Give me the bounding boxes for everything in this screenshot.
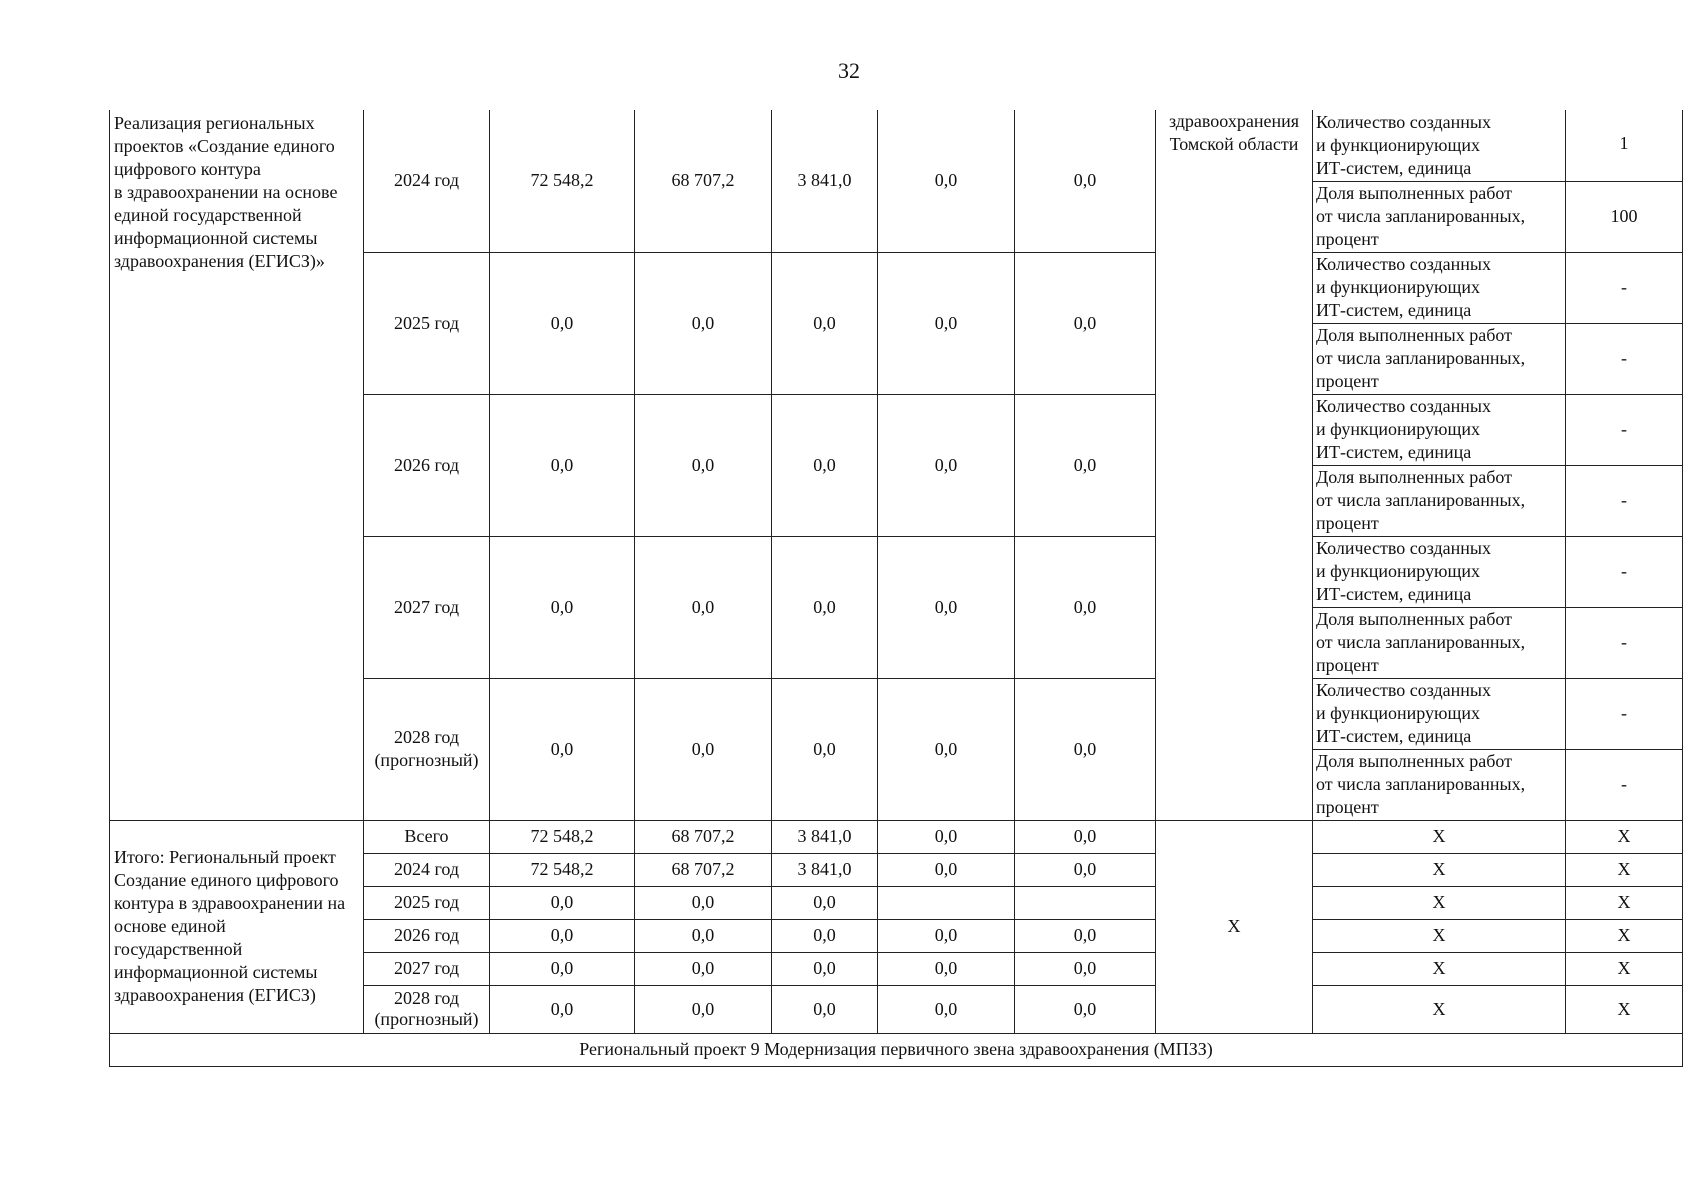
- amount-cell: 0,0: [878, 110, 1015, 252]
- amount-cell: 0,0: [635, 985, 772, 1033]
- amount-cell: 0,0: [1015, 394, 1156, 536]
- amount-cell: 0,0: [1015, 678, 1156, 820]
- year-label: 2024 год: [364, 853, 490, 886]
- amount-cell: 68 707,2: [635, 110, 772, 252]
- year-label: 2024 год: [364, 110, 490, 252]
- amount-cell: 0,0: [1015, 110, 1156, 252]
- responsible-org: X: [1156, 820, 1313, 1033]
- indicator-name: X: [1313, 886, 1566, 919]
- amount-cell: 0,0: [878, 536, 1015, 678]
- amount-cell: 3 841,0: [772, 853, 878, 886]
- amount-cell: 0,0: [878, 252, 1015, 394]
- amount-cell: 0,0: [878, 952, 1015, 985]
- amount-cell: 0,0: [772, 252, 878, 394]
- amount-cell: 0,0: [490, 919, 635, 952]
- amount-cell: [878, 886, 1015, 919]
- indicator-value: -: [1566, 536, 1683, 607]
- amount-cell: 0,0: [772, 394, 878, 536]
- amount-cell: [1015, 886, 1156, 919]
- indicator-name: Количество созданных и функционирующих ИТ-систем, единица: [1313, 110, 1566, 181]
- indicator-value: -: [1566, 465, 1683, 536]
- amount-cell: 3 841,0: [772, 110, 878, 252]
- year-label: 2028 год (прогнозный): [364, 985, 490, 1033]
- amount-cell: 0,0: [772, 536, 878, 678]
- indicator-value: X: [1566, 919, 1683, 952]
- page-number: 32: [838, 58, 860, 83]
- amount-cell: 0,0: [490, 678, 635, 820]
- year-label: 2027 год: [364, 952, 490, 985]
- amount-cell: 0,0: [635, 919, 772, 952]
- table-row: [110, 820, 1683, 853]
- indicator-value: -: [1566, 749, 1683, 820]
- indicator-name: Доля выполненных работ от числа запланированных, процент: [1313, 323, 1566, 394]
- amount-cell: 0,0: [878, 919, 1015, 952]
- amount-cell: 0,0: [635, 252, 772, 394]
- amount-cell: 0,0: [490, 394, 635, 536]
- project-name-cell: Реализация региональных проектов «Создание единого цифрового контура в здравоохранении на основе единой государственной информационной системы здравоохранения (ЕГИСЗ)»: [110, 110, 364, 820]
- indicator-name: X: [1313, 853, 1566, 886]
- year-label: Всего: [364, 820, 490, 853]
- amount-cell: 0,0: [1015, 853, 1156, 886]
- indicator-value: -: [1566, 394, 1683, 465]
- indicator-name: Количество созданных и функционирующих ИТ-систем, единица: [1313, 252, 1566, 323]
- amount-cell: 0,0: [878, 394, 1015, 536]
- indicator-name: Количество созданных и функционирующих ИТ-систем, единица: [1313, 394, 1566, 465]
- amount-cell: 0,0: [1015, 252, 1156, 394]
- amount-cell: 0,0: [1015, 919, 1156, 952]
- indicator-name: X: [1313, 952, 1566, 985]
- responsible-org: здравоохранения Томской области: [1156, 110, 1313, 820]
- totals-name-cell: Итого: Региональный проект Создание единого цифрового контура в здравоохранении на основе единой государственной информационной системы здравоохранения (ЕГИСЗ): [110, 820, 364, 1033]
- amount-cell: 0,0: [878, 678, 1015, 820]
- amount-cell: 0,0: [490, 952, 635, 985]
- indicator-name: X: [1313, 919, 1566, 952]
- amount-cell: 0,0: [772, 985, 878, 1033]
- amount-cell: 0,0: [635, 536, 772, 678]
- indicator-name: Доля выполненных работ от числа запланированных, процент: [1313, 749, 1566, 820]
- amount-cell: 0,0: [878, 985, 1015, 1033]
- indicator-name: Количество созданных и функционирующих ИТ-систем, единица: [1313, 678, 1566, 749]
- amount-cell: 0,0: [1015, 985, 1156, 1033]
- amount-cell: 0,0: [635, 886, 772, 919]
- amount-cell: 0,0: [772, 919, 878, 952]
- section-heading: Региональный проект 9 Модернизация первичного звена здравоохранения (МПЗЗ): [110, 1033, 1683, 1066]
- indicator-value: X: [1566, 820, 1683, 853]
- indicator-name: Количество созданных и функционирующих ИТ-систем, единица: [1313, 536, 1566, 607]
- indicator-value: 1: [1566, 110, 1683, 181]
- budget-table: [109, 110, 1683, 1067]
- year-label: 2025 год: [364, 886, 490, 919]
- amount-cell: 68 707,2: [635, 820, 772, 853]
- year-label: 2025 год: [364, 252, 490, 394]
- amount-cell: 0,0: [772, 678, 878, 820]
- indicator-name: Доля выполненных работ от числа запланированных, процент: [1313, 465, 1566, 536]
- year-label: 2028 год (прогнозный): [364, 678, 490, 820]
- amount-cell: 0,0: [635, 394, 772, 536]
- indicator-value: 100: [1566, 181, 1683, 252]
- amount-cell: 0,0: [1015, 952, 1156, 985]
- amount-cell: 72 548,2: [490, 110, 635, 252]
- amount-cell: 68 707,2: [635, 853, 772, 886]
- amount-cell: 0,0: [490, 886, 635, 919]
- indicator-value: X: [1566, 886, 1683, 919]
- amount-cell: 0,0: [635, 952, 772, 985]
- indicator-value: -: [1566, 323, 1683, 394]
- indicator-value: X: [1566, 952, 1683, 985]
- indicator-name: Доля выполненных работ от числа запланированных, процент: [1313, 607, 1566, 678]
- amount-cell: 0,0: [1015, 820, 1156, 853]
- amount-cell: 0,0: [772, 886, 878, 919]
- year-label: 2026 год: [364, 394, 490, 536]
- year-label: 2026 год: [364, 919, 490, 952]
- amount-cell: 0,0: [878, 853, 1015, 886]
- amount-cell: 0,0: [490, 536, 635, 678]
- indicator-value: -: [1566, 607, 1683, 678]
- amount-cell: 72 548,2: [490, 853, 635, 886]
- amount-cell: 0,0: [772, 952, 878, 985]
- amount-cell: 0,0: [635, 678, 772, 820]
- indicator-name: X: [1313, 820, 1566, 853]
- amount-cell: 0,0: [490, 252, 635, 394]
- amount-cell: 3 841,0: [772, 820, 878, 853]
- amount-cell: 72 548,2: [490, 820, 635, 853]
- indicator-name: Доля выполненных работ от числа запланированных, процент: [1313, 181, 1566, 252]
- amount-cell: 0,0: [1015, 536, 1156, 678]
- amount-cell: 0,0: [878, 820, 1015, 853]
- indicator-name: X: [1313, 985, 1566, 1033]
- indicator-value: X: [1566, 985, 1683, 1033]
- indicator-value: -: [1566, 252, 1683, 323]
- year-label: 2027 год: [364, 536, 490, 678]
- indicator-value: X: [1566, 853, 1683, 886]
- amount-cell: 0,0: [490, 985, 635, 1033]
- indicator-value: -: [1566, 678, 1683, 749]
- table-row: [110, 110, 1683, 181]
- table-row: [110, 1033, 1683, 1066]
